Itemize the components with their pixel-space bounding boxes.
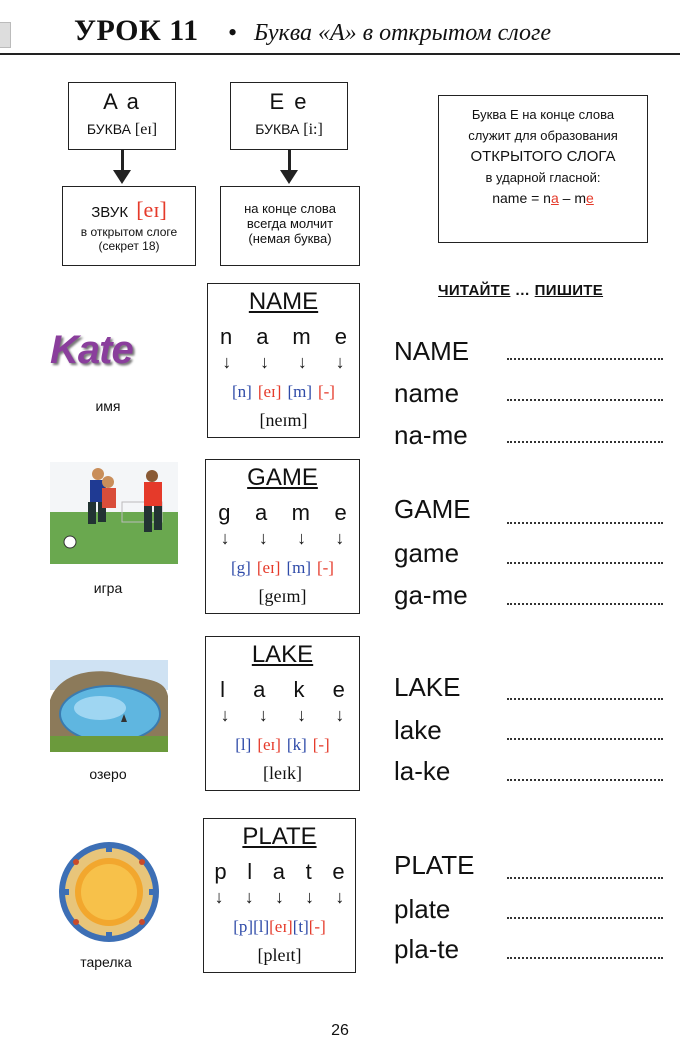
letter-a: A a [103, 89, 141, 114]
card-transcription: [leɪk] [263, 763, 302, 783]
card-sounds [204, 917, 355, 937]
letter-a-result-box [62, 186, 196, 266]
practice-word: plate [394, 894, 451, 924]
sound: [l] [235, 735, 252, 754]
card-title: PLATE [242, 823, 317, 850]
letter-e-box [230, 82, 348, 150]
arrow-e-shaft [288, 150, 291, 172]
letter-a-ipa: [eɪ] [134, 121, 158, 138]
read-write-heading [438, 282, 603, 299]
letter-e-ipa: [i:] [303, 121, 323, 138]
down-arrow-icon: ↓ [305, 887, 315, 907]
card-title: GAME [247, 464, 318, 491]
page-number: 26 [331, 1022, 349, 1039]
down-arrow-icon: ↓ [220, 705, 230, 725]
practice-word: na-me [394, 420, 468, 450]
card-letters [206, 677, 359, 703]
card-sounds [208, 382, 359, 402]
letter: k [293, 677, 305, 702]
practice-word: name [394, 378, 460, 408]
practice-word: game [394, 538, 460, 568]
down-arrow-icon: ↓ [214, 887, 224, 907]
sound: [eɪ] [256, 558, 281, 577]
picture-caption: игра [93, 580, 123, 596]
letter-e-result-box [220, 186, 360, 266]
letter: l [220, 677, 225, 702]
practice-word: la-ke [394, 756, 451, 786]
rule-example-mid: – m [558, 190, 586, 206]
header-rule [0, 53, 680, 55]
sound: [-] [308, 917, 326, 936]
arrow-e-head [280, 170, 298, 184]
word-card-lake [205, 636, 360, 791]
write-line [507, 957, 663, 959]
page-edge-tab [0, 22, 11, 48]
lesson-title: УРОК 11 [74, 14, 199, 47]
rule-line-1: Буква Е на конце слова [471, 107, 615, 122]
word-card-plate [203, 818, 356, 973]
word-card-game [205, 459, 360, 614]
title-bullet: • [228, 18, 238, 47]
down-arrow-icon: ↓ [222, 352, 232, 372]
rule-line-3: ОТКРЫТОГО СЛОГА [470, 148, 616, 165]
picture-caption: тарелка [80, 954, 132, 970]
rule-example-pre: name = n [492, 190, 551, 206]
practice-word: lake [394, 715, 442, 745]
arrow-a-shaft [121, 150, 124, 172]
down-arrow-icon: ↓ [260, 352, 270, 372]
write-line [507, 779, 663, 781]
letter: a [256, 324, 269, 349]
picture-caption: имя [95, 398, 121, 414]
sound: [m] [286, 558, 311, 577]
card-arrows [206, 528, 359, 549]
card-transcription: [pleɪt] [257, 945, 302, 965]
rule-line-4: в ударной гласной: [485, 170, 601, 185]
sound: [l] [253, 917, 270, 936]
read-label: ЧИТАЙТЕ [438, 282, 511, 299]
down-arrow-icon: ↓ [335, 352, 345, 372]
sound-line [63, 197, 195, 223]
write-line [507, 917, 663, 919]
sound: [eɪ] [257, 382, 282, 401]
letter-a-box [68, 82, 176, 150]
secret-note: (секрет 18) [98, 239, 160, 253]
practice-word: pla-te [394, 934, 460, 964]
letter: e [334, 500, 347, 525]
down-arrow-icon: ↓ [258, 528, 268, 548]
word-card-name [207, 283, 360, 438]
lake-picture [50, 660, 168, 752]
letter: a [272, 859, 285, 884]
sound: [g] [231, 558, 251, 577]
write-line [507, 358, 663, 360]
letter-label: БУКВА [255, 121, 300, 137]
letter: l [247, 859, 253, 884]
sound: [-] [316, 558, 334, 577]
letter: e [332, 859, 345, 884]
sound: [eɪ] [269, 917, 293, 936]
card-letters [204, 859, 355, 885]
practice-word: PLATE [394, 850, 475, 880]
letter: a [253, 677, 266, 702]
card-title: LAKE [251, 641, 314, 668]
down-arrow-icon: ↓ [274, 887, 284, 907]
down-arrow-icon: ↓ [244, 887, 254, 907]
rule-example-a: a [550, 190, 559, 206]
letter: t [305, 859, 312, 884]
card-title: NAME [248, 288, 319, 315]
rule-line-2: служит для образования [468, 128, 618, 143]
sound-word: ЗВУК [91, 204, 129, 221]
letter: m [292, 324, 311, 349]
practice-word: NAME [394, 336, 470, 366]
football-players-picture [50, 462, 178, 564]
write-label: ПИШИТЕ [534, 282, 604, 299]
kate-picture-text: Kate [50, 328, 133, 372]
write-line [507, 738, 663, 740]
rule-example [439, 188, 647, 209]
card-arrows [204, 887, 355, 908]
write-line [507, 698, 663, 700]
sound: [n] [232, 382, 252, 401]
write-line [507, 522, 663, 524]
letter-a-sound [69, 121, 175, 139]
open-syllable-rule-box [438, 95, 648, 243]
letter: g [218, 500, 231, 525]
down-arrow-icon: ↓ [297, 705, 307, 725]
write-line [507, 877, 663, 879]
practice-word: LAKE [394, 672, 461, 702]
sound: [-] [317, 382, 335, 401]
write-line [507, 603, 663, 605]
letter-e: E e [269, 89, 309, 114]
letter: a [254, 500, 268, 525]
sound: [t] [292, 917, 309, 936]
card-arrows [206, 705, 359, 726]
sound: [eɪ] [257, 735, 281, 754]
sound-ipa: [eɪ] [136, 197, 167, 222]
picture-caption: озеро [89, 766, 127, 782]
letter: n [219, 324, 233, 349]
card-sounds [206, 735, 359, 755]
practice-word: GAME [394, 494, 471, 524]
plate-picture [54, 840, 164, 944]
open-syllable-note: в открытом слоге [80, 225, 178, 239]
letter: e [332, 677, 345, 702]
card-sounds [206, 558, 359, 578]
letter: p [214, 859, 227, 884]
sound: [k] [286, 735, 307, 754]
silent-e-line3: (немая буква) [248, 231, 332, 246]
rule-example-e: e [586, 190, 594, 206]
write-line [507, 562, 663, 564]
sound: [m] [287, 382, 312, 401]
card-transcription: [neɪm] [259, 410, 308, 430]
down-arrow-icon: ↓ [258, 705, 268, 725]
sound: [p] [233, 917, 254, 936]
write-line [507, 441, 663, 443]
letter: m [291, 500, 310, 525]
arrow-a-head [113, 170, 131, 184]
read-write-sep: … [510, 282, 535, 299]
down-arrow-icon: ↓ [297, 528, 307, 548]
silent-e-line2: всегда молчит [246, 216, 334, 231]
letter: e [334, 324, 347, 349]
lesson-subtitle: Буква «А» в открытом слоге [254, 20, 552, 46]
card-arrows [208, 352, 359, 373]
card-letters [208, 324, 359, 350]
letter-e-sound [231, 121, 347, 139]
card-letters [206, 500, 359, 526]
down-arrow-icon: ↓ [297, 352, 307, 372]
card-transcription: [geɪm] [258, 586, 307, 606]
down-arrow-icon: ↓ [335, 887, 345, 907]
sound: [-] [312, 735, 330, 754]
down-arrow-icon: ↓ [335, 528, 345, 548]
down-arrow-icon: ↓ [220, 528, 230, 548]
write-line [507, 399, 663, 401]
down-arrow-icon: ↓ [335, 705, 345, 725]
practice-word: ga-me [394, 580, 468, 610]
silent-e-line1: на конце слова [244, 201, 336, 216]
letter-label: БУКВА [86, 121, 132, 137]
